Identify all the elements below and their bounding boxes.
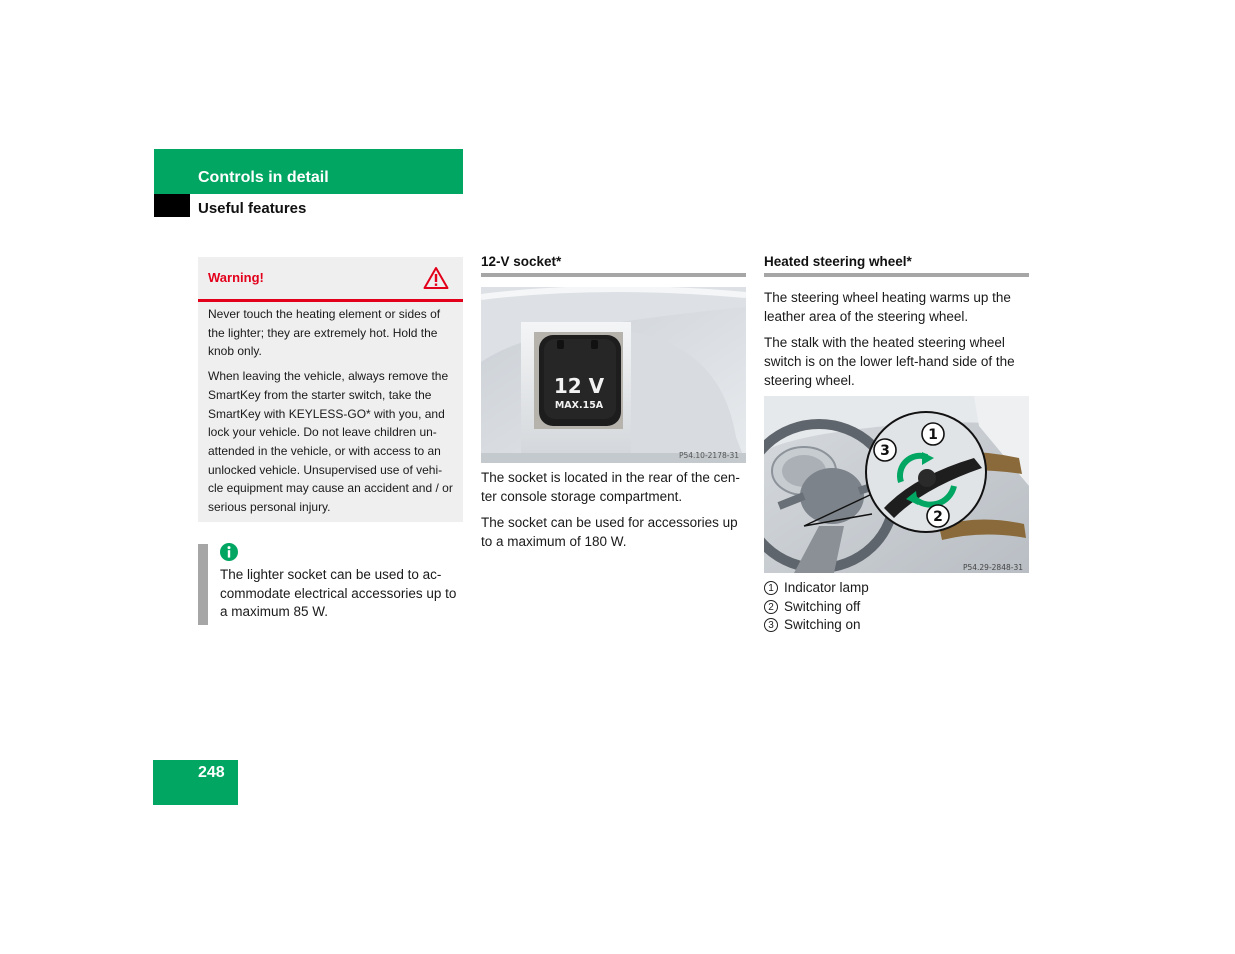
page-number-box [153,760,238,805]
legend-number: 3 [764,618,778,632]
steering-text [764,288,1032,390]
callout-1: 1 [928,427,938,443]
legend-item [764,598,1029,617]
steering-heading-rule [764,273,1029,277]
warning-triangle-icon [423,266,449,290]
socket-paragraph: The socket can be used for accessories up to a maximum of 180 W. [481,515,738,549]
socket-text [481,468,749,551]
callout-2: 2 [933,509,943,525]
info-bar [198,544,208,625]
steering-heading: Heated steering wheel* [764,254,912,269]
page-number: 248 [198,764,225,781]
warning-title: Warning! [208,270,264,285]
steering-paragraph: The stalk with the heated steering wheel switch is on the lower left-hand side of the steering wheel. [764,335,1015,388]
warning-body [208,305,456,523]
legend-number: 1 [764,581,778,595]
subsection-marker [154,194,190,217]
socket-figure-code: P54.10-2178-31 [678,451,739,460]
warning-paragraph: Never touch the heating element or sides of the lighter; they are extremely hot. Hold the knob only. [208,307,441,359]
socket-illustration [481,287,746,463]
legend-label: Switching on [784,617,861,632]
legend-item [764,616,1029,635]
legend-number: 2 [764,600,778,614]
steering-legend [764,579,1029,635]
section-title: Controls in detail [198,169,329,186]
legend-label: Indicator lamp [784,580,869,595]
warning-header [198,257,463,302]
steering-figure-code: P54.29-2848-31 [962,563,1023,572]
callout-3: 3 [880,443,890,459]
subsection-title: Useful features [198,200,307,217]
socket-heading-rule [481,273,746,277]
socket-paragraph: The socket is located in the rear of the cen-ter console storage compartment. [481,470,740,504]
warning-paragraph: When leaving the vehicle, always remove the SmartKey from the starter switch, take the SmartKey with KEYLESS-GO* with you, and lock your vehicle. Do not leave children un-attended in the vehicle, or with access to an unlocked vehicle. Unsupervised use of vehi-cle equipment may cause an accident and / or serious personal injury. [208,369,453,515]
legend-item [764,579,1029,598]
legend-label: Switching off [784,598,861,614]
socket-heading: 12-V socket* [481,254,562,269]
socket-label-sub: MAX.15A [554,400,604,411]
steering-illustration [764,396,1029,573]
steering-paragraph: The steering wheel heating warms up the leather area of the steering wheel. [764,290,1011,324]
socket-label-main: 12 V [553,374,605,398]
steering-figure [764,396,1029,573]
warning-box [198,257,463,522]
info-text: The lighter socket can be used to ac-commodate electrical accessories up to a maximum 85 W. [220,567,457,619]
socket-figure [481,287,746,463]
info-icon [220,543,238,561]
